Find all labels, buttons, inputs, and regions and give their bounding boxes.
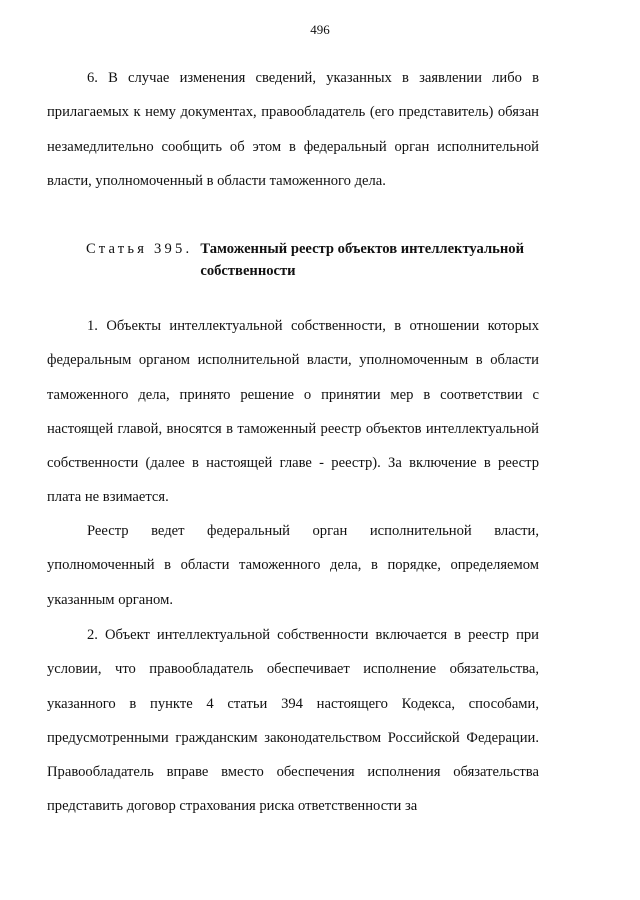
article-title: Таможенный реестр объектов интеллектуальной собственности (200, 241, 524, 279)
paragraph-1-continued: Реестр ведет федеральный орган исполнительной власти, уполномоченный в области таможенного дела, в порядке, определяемом указанным органом. (47, 523, 539, 608)
article-heading (86, 238, 546, 282)
article-number: Статья 395. (86, 241, 193, 257)
page-number: 496 (310, 22, 330, 37)
paragraph-1: 1. Объекты интеллектуальной собственности, в отношении которых федеральным органом исполнительной власти, уполномоченным в области таможенного дела, принято решение о принятии мер в соответствии с настоящей главой, вносятся в таможенный реестр объектов интеллектуальной собственности (далее в настоящей главе - реестр). За включение в реестр плата не взимается. (47, 318, 539, 506)
paragraph-6: 6. В случае изменения сведений, указанных в заявлении либо в прилагаемых к нему документах, правообладатель (его представитель) обязан незамедлительно сообщить об этом в федеральный орган исполнительной власти, уполномоченный в области таможенного дела. (47, 70, 539, 189)
paragraph-2: 2. Объект интеллектуальной собственности включается в реестр при условии, что правообладатель обеспечивает исполнение обязательства, указанного в пункте 4 статьи 394 настоящего Кодекса, способами, предусмотренными гражданским законодательством Российской Федерации. Правообладатель вправе вместо обеспечения исполнения обязательства представить договор страхования риска ответственности за (47, 627, 539, 815)
